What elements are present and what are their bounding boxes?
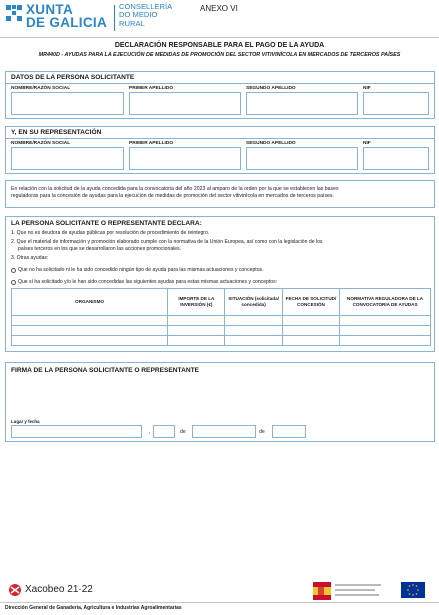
- de-label-2: de: [259, 429, 265, 435]
- option-no-label: Que no ha solicitado ni le ha sido concedido ningún tipo de ayuda para las mismas actuaciones y conceptos.: [18, 266, 264, 273]
- representative-surname2-field[interactable]: [246, 147, 358, 170]
- table-cell[interactable]: [340, 336, 431, 346]
- table-cell[interactable]: [282, 326, 339, 336]
- other-aid-table: [11, 288, 431, 346]
- xacobeo-logo-icon: [7, 583, 23, 597]
- xunta-logo-icon: [6, 5, 22, 21]
- brand-line1: XUNTA: [26, 2, 73, 17]
- comma-separator: ,: [149, 429, 151, 435]
- representative-surname1-label: PRIMER APELLIDO: [129, 141, 174, 146]
- table-cell[interactable]: [12, 316, 168, 326]
- table-cell[interactable]: [282, 336, 339, 346]
- table-row: [12, 336, 431, 346]
- conselleria-line1: CONSELLERÍA: [119, 2, 173, 11]
- day-field[interactable]: [153, 425, 175, 438]
- table-cell[interactable]: [340, 316, 431, 326]
- table-cell[interactable]: [282, 316, 339, 326]
- representative-title-divider: [6, 138, 434, 139]
- table-cell[interactable]: [12, 326, 168, 336]
- year-field[interactable]: [272, 425, 306, 438]
- applicant-surname1-label: PRIMER APELLIDO: [129, 86, 174, 91]
- header-importe: IMPORTE DE LA INVERSIÓN (€): [168, 289, 225, 316]
- declaration-item-2b: países terceros en los que se desarrollaron las acciones promocionales.: [18, 245, 182, 252]
- month-field[interactable]: [192, 425, 256, 438]
- representative-name-field[interactable]: [11, 147, 124, 170]
- signature-section: [5, 362, 435, 442]
- declaration-section: [5, 216, 435, 352]
- applicant-title: DATOS DE LA PERSONA SOLICITANTE: [11, 74, 135, 81]
- footer-department: Dirección General de Ganadería, Agricultura e Industrias Agroalimentarias: [5, 605, 182, 611]
- option-no-radio[interactable]: [11, 268, 16, 273]
- declaration-item-3: 3. Otras ayudas:: [11, 255, 49, 261]
- brand-separator: [114, 5, 115, 31]
- table-cell[interactable]: [225, 326, 282, 336]
- representative-nif-field[interactable]: [363, 147, 429, 170]
- intro-line1: En relación con la solicitud de la ayuda concedida para la convocatoria del año 2023 al amparo de la orden por la que se establecen las bases: [11, 186, 339, 192]
- table-cell[interactable]: [168, 336, 225, 346]
- applicant-surname2-label: SEGUNDO APELLIDO: [246, 86, 296, 91]
- applicant-nif-field[interactable]: [363, 92, 429, 115]
- annex-label: ANEXO VI: [200, 4, 238, 13]
- table-cell[interactable]: [12, 336, 168, 346]
- spain-crest-icon: [313, 582, 331, 600]
- representative-surname1-field[interactable]: [129, 147, 241, 170]
- page-subtitle: MR440D - AYUDAS PARA LA EJECUCIÓN DE MEDIDAS DE PROMOCIÓN DEL SECTOR VITIVINÍCOLA EN MERCADOS DE TERCEROS PAÍSES: [38, 52, 401, 58]
- applicant-surname2-field[interactable]: [246, 92, 358, 115]
- conselleria-line3: RURAL: [119, 18, 145, 28]
- intro-line2: reguladoras para la concesión de ayudas para la ejecución de medidas de promoción del sector vitivinícola en mercados de terceros países.: [11, 193, 334, 199]
- eu-flag-icon: [401, 582, 425, 598]
- header-fecha: FECHA DE SOLICITUD/ CONCESIÓN: [282, 289, 339, 316]
- place-field[interactable]: [11, 425, 142, 438]
- table-cell[interactable]: [225, 316, 282, 326]
- conselleria-name: [119, 3, 172, 28]
- page-title: DECLARACIÓN RESPONSABLE PARA EL PAGO DE LA AYUDA: [114, 42, 325, 49]
- intro-section: [5, 180, 435, 208]
- representative-nif-label: NIF: [363, 141, 371, 146]
- table-cell[interactable]: [168, 316, 225, 326]
- header-normativa: NORMATIVA REGULADORA DE LA CONVOCATORIA DE AYUDAS: [340, 289, 431, 316]
- representative-surname2-label: SEGUNDO APELLIDO: [246, 141, 296, 146]
- table-header-row: [12, 289, 431, 316]
- applicant-name-label: NOMBRE/RAZÓN SOCIAL: [11, 86, 71, 91]
- applicant-surname1-field[interactable]: [129, 92, 241, 115]
- declaration-item-2a: 2. Que el material de información y promoción elaborado cumple con la normativa de la Unión Europea, así como con la legislación de los: [11, 239, 323, 245]
- declaration-title: LA PERSONA SOLICITANTE O REPRESENTANTE DECLARA:: [11, 220, 202, 227]
- header-situacion: SITUACIÓN (solicitada/ concedida): [225, 289, 282, 316]
- table-cell[interactable]: [168, 326, 225, 336]
- table-row: [12, 316, 431, 326]
- table-cell[interactable]: [340, 326, 431, 336]
- brand-line2: DE GALICIA: [26, 15, 108, 30]
- de-label-1: de: [180, 429, 186, 435]
- table-row: [12, 326, 431, 336]
- signature-title: FIRMA DE LA PERSONA SOLICITANTE O REPRESENTANTE: [11, 367, 200, 374]
- representative-title: Y, EN SU REPRESENTACIÓN: [11, 129, 102, 136]
- representative-name-label: NOMBRE/RAZÓN SOCIAL: [11, 141, 71, 146]
- ministry-logo: [313, 582, 383, 600]
- header-organismo: ORGANISMO: [12, 289, 168, 316]
- conselleria-line2: DO MEDIO: [119, 10, 158, 20]
- applicant-section: [5, 71, 435, 119]
- table-cell[interactable]: [225, 336, 282, 346]
- place-date-label: Lugar y fecha: [11, 419, 40, 424]
- footer-divider: [0, 602, 439, 603]
- header-divider: [0, 37, 439, 38]
- applicant-nif-label: NIF: [363, 86, 371, 91]
- xacobeo-logo-text: Xacobeo 21·22: [25, 584, 93, 595]
- option-yes-label: Que sí ha solicitado y/o le han sido concedidas las siguientes ayudas para estas mismas actuaciones y conceptos:: [18, 278, 278, 285]
- representative-section: [5, 126, 435, 174]
- applicant-title-divider: [6, 83, 434, 84]
- declaration-item-1: 1. Que no es deudora de ayudas públicas por resolución de procedimiento de reintegro.: [11, 230, 210, 236]
- applicant-name-field[interactable]: [11, 92, 124, 115]
- option-yes-radio[interactable]: [11, 280, 16, 285]
